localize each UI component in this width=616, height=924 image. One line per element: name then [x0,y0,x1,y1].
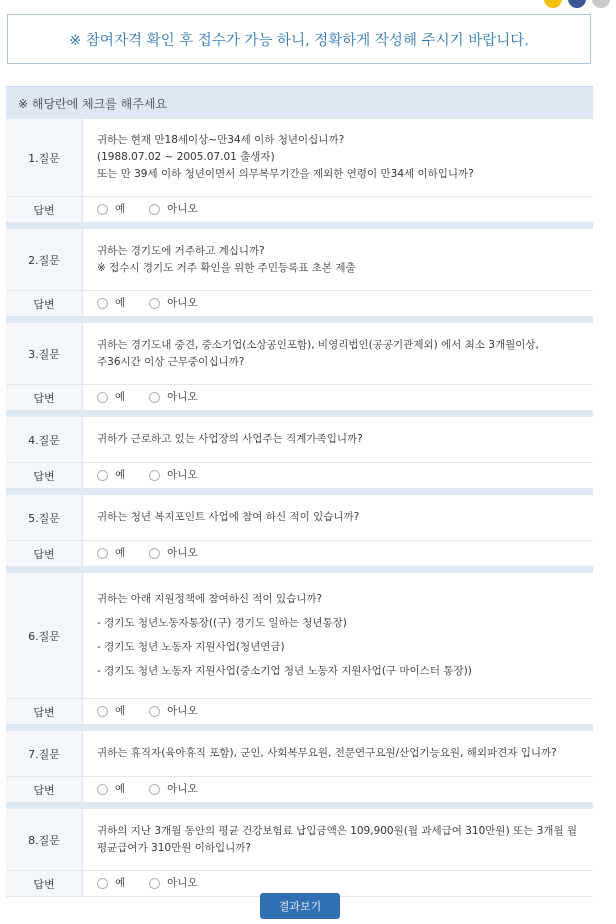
answer-options [83,291,593,316]
question-row [6,323,593,385]
radio-label: 예 [115,469,126,481]
question-line: - 경기도 청년 노동자 지원사업(청년연금) [97,641,285,653]
question-line: 또는 만 39세 이하 청년이면서 의무복무기간을 제외한 연령이 만34세 이하입니까? [97,168,474,180]
question-text [83,573,593,698]
radio-option-no[interactable] [149,467,197,484]
question-label: 1.질문 [6,119,83,196]
radio-button[interactable] [97,298,108,309]
question-line: - 경기도 청년노동자통장((구) 경기도 일하는 청년통장) [97,617,347,629]
answer-label: 답변 [6,541,83,566]
question-line: 주36시간 이상 근무중이십니까? [97,355,245,368]
radio-label: 예 [115,705,126,717]
facebook-share-icon[interactable] [568,0,586,8]
result-button[interactable]: 결과보기 [260,893,340,919]
question-line: 평균급여가 310만원 이하입니까? [97,841,252,854]
answer-options [83,777,593,802]
radio-option-yes[interactable] [97,703,125,720]
radio-button[interactable] [149,298,160,309]
question-line: 귀하의 지난 3개월 동안의 평균 건강보험료 납입금액은 109,900원(월 과세급여 310만원) 또는 3개월 월 [97,824,578,837]
radio-button[interactable] [97,878,108,889]
answer-label: 답변 [6,777,83,802]
radio-label: 아니오 [167,469,198,481]
question-line: (1988.07.02 ~ 2005.07.01 출생자) [97,151,275,163]
radio-button[interactable] [149,548,160,559]
answer-label: 답변 [6,291,83,316]
radio-label: 예 [115,783,126,795]
radio-button[interactable] [97,784,108,795]
answer-row [6,463,593,489]
radio-button[interactable] [149,878,160,889]
radio-label: 아니오 [167,783,198,795]
answer-options [83,385,593,410]
question-text [83,809,593,870]
question-line: ※ 접수시 경기도 거주 확인을 위한 주민등록표 초본 제출 [97,261,356,274]
radio-option-no[interactable] [149,875,197,892]
radio-label: 아니오 [167,203,198,215]
radio-button[interactable] [149,392,160,403]
question-label: 6.질문 [6,573,83,698]
question-text [83,229,593,290]
question-label: 3.질문 [6,323,83,384]
notice-text: ※ 참여자격 확인 후 접수가 가능 하니, 정확하게 작성해 주시기 바랍니다. [69,32,529,49]
radio-option-no[interactable] [149,389,197,406]
question-text [83,495,593,540]
question-line: 귀하는 청년 복지포인트 사업에 참여 하신 적이 있습니까? [97,511,360,523]
radio-label: 아니오 [167,877,198,889]
question-text [83,731,593,776]
radio-label: 아니오 [167,391,198,403]
answer-options [83,541,593,566]
radio-label: 예 [115,297,126,309]
answer-label: 답변 [6,699,83,724]
section-header [6,86,593,119]
question-text [83,417,593,462]
radio-button[interactable] [149,706,160,717]
radio-button[interactable] [97,204,108,215]
radio-option-yes[interactable] [97,295,125,312]
question-row [6,119,593,197]
question-row [6,229,593,291]
answer-options [83,197,593,222]
question-label: 4.질문 [6,417,83,462]
question-text [83,119,593,196]
answer-row [6,777,593,803]
question-table [6,119,593,897]
answer-row [6,197,593,223]
question-label: 7.질문 [6,731,83,776]
radio-option-yes[interactable] [97,875,125,892]
radio-button[interactable] [97,706,108,717]
share-icon[interactable] [592,0,610,8]
radio-label: 아니오 [167,547,198,559]
share-icons [544,0,610,8]
question-label: 2.질문 [6,229,83,290]
answer-row [6,699,593,725]
radio-option-yes[interactable] [97,389,125,406]
question-line: 귀하는 경기도에 거주하고 계십니까? [97,244,265,257]
section-header-text: ※ 해당란에 체크를 해주세요 [18,96,168,111]
answer-label: 답변 [6,871,83,896]
radio-button[interactable] [149,470,160,481]
radio-option-no[interactable] [149,703,197,720]
answer-label: 답변 [6,197,83,222]
kakao-share-icon[interactable] [544,0,562,8]
radio-button[interactable] [97,392,108,403]
radio-button[interactable] [149,784,160,795]
radio-label: 아니오 [167,297,198,309]
radio-option-yes[interactable] [97,467,125,484]
answer-label: 답변 [6,463,83,488]
radio-option-yes[interactable] [97,545,125,562]
question-row [6,731,593,777]
question-row [6,809,593,871]
answer-row [6,541,593,567]
radio-option-no[interactable] [149,545,197,562]
radio-option-yes[interactable] [97,781,125,798]
answer-options [83,699,593,724]
radio-button[interactable] [97,548,108,559]
radio-option-no[interactable] [149,201,197,218]
radio-option-no[interactable] [149,781,197,798]
radio-label: 예 [115,391,126,403]
question-row [6,573,593,699]
radio-label: 예 [115,877,126,889]
radio-label: 예 [115,547,126,559]
answer-label: 답변 [6,385,83,410]
question-row [6,495,593,541]
notice-box [7,14,591,64]
answer-row [6,385,593,411]
radio-button[interactable] [149,204,160,215]
question-label: 8.질문 [6,809,83,870]
radio-option-no[interactable] [149,295,197,312]
radio-label: 예 [115,203,126,215]
answer-row [6,291,593,317]
question-line: 귀하가 근로하고 있는 사업장의 사업주는 직계가족입니까? [97,433,363,445]
question-line: 귀하는 아래 지원정책에 참여하신 적이 있습니까? [97,593,323,605]
question-row [6,417,593,463]
question-label: 5.질문 [6,495,83,540]
question-line: 귀하는 현재 만18세이상~만34세 이하 청년이십니까? [97,134,345,146]
answer-options [83,463,593,488]
radio-label: 아니오 [167,705,198,717]
radio-button[interactable] [97,470,108,481]
question-line: - 경기도 청년 노동자 지원사업(중소기업 청년 노동자 지원사업(구 마이스터 통장)) [97,665,472,677]
question-line: 귀하는 경기도내 중견, 중소기업(소상공인포함), 비영리법인(공공기관제외) 에서 최소 3개월이상, [97,338,539,351]
radio-option-yes[interactable] [97,201,125,218]
question-text [83,323,593,384]
question-line: 귀하는 휴직자(육아휴직 포함), 군인, 사회복무요원, 전문연구요원/산업기능요원, 해외파견자 입니까? [97,747,557,759]
